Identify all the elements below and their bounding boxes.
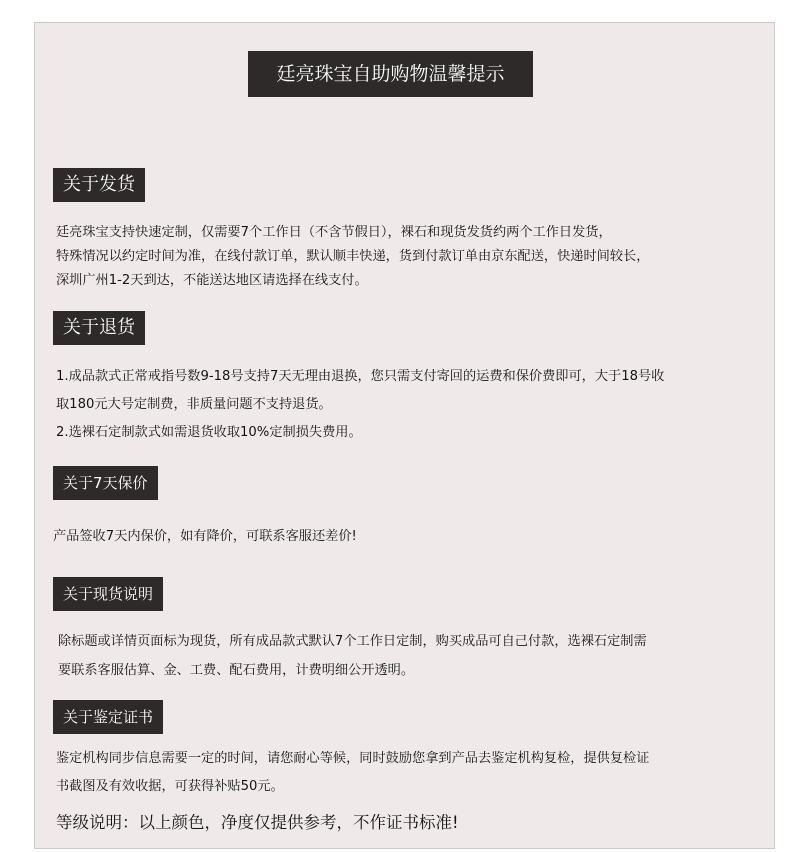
section-heading-shipping: 关于发货: [53, 168, 145, 202]
section-heading-returns: 关于退货: [53, 311, 145, 345]
section-body-price-protection: [53, 525, 357, 549]
returns-line-3: 2.选裸石定制款式如需退货收取10%定制损失费用。: [56, 425, 362, 440]
section-heading-certificate: 关于鉴定证书: [53, 700, 163, 734]
notice-panel: [34, 22, 775, 849]
shipping-line-1: 廷亮珠宝支持快速定制，仅需要7个工作日（不含节假日），裸石和现货发货约两个工作日发货，: [56, 225, 612, 240]
certificate-line-2: 书截图及有效收据，可获得补贴50元。: [56, 779, 284, 794]
section-body-returns: [56, 363, 664, 447]
grade-note: 等级说明：以上颜色，净度仅提供参考，不作证书标准!: [56, 813, 459, 832]
section-heading-price-protection: 关于7天保价: [53, 466, 158, 500]
shipping-line-2: 特殊情况以约定时间为准，在线付款订单，默认顺丰快递，货到付款订单由京东配送，快递时间较长，: [56, 249, 650, 264]
in-stock-line-1: 除标题或详情页面标为现货，所有成品款式默认7个工作日定制，购买成品可自己付款，选裸石定制需: [58, 634, 647, 649]
page-title: 廷亮珠宝自助购物温馨提示: [248, 51, 533, 97]
section-body-shipping: [56, 221, 649, 293]
returns-line-1: 1.成品款式正常戒指号数9-18号支持7天无理由退换，您只需支付寄回的运费和保价费即可，大于18号收: [56, 369, 665, 384]
section-body-in-stock: [58, 627, 647, 685]
section-body-certificate: [56, 745, 649, 801]
price-protection-line-1: 产品签收7天内保价，如有降价，可联系客服还差价!: [53, 529, 357, 544]
in-stock-line-2: 要联系客服估算、金、工费、配石费用，计费明细公开透明。: [58, 663, 415, 678]
section-heading-in-stock: 关于现货说明: [53, 577, 163, 611]
shipping-line-3: 深圳广州1-2天到达，不能送达地区请选择在线支付。: [56, 273, 368, 288]
certificate-line-1: 鉴定机构同步信息需要一定的时间，请您耐心等候，同时鼓励您拿到产品去鉴定机构复检，提供复检证: [56, 751, 650, 766]
returns-line-2: 取180元大号定制费，非质量问题不支持退货。: [56, 397, 332, 412]
